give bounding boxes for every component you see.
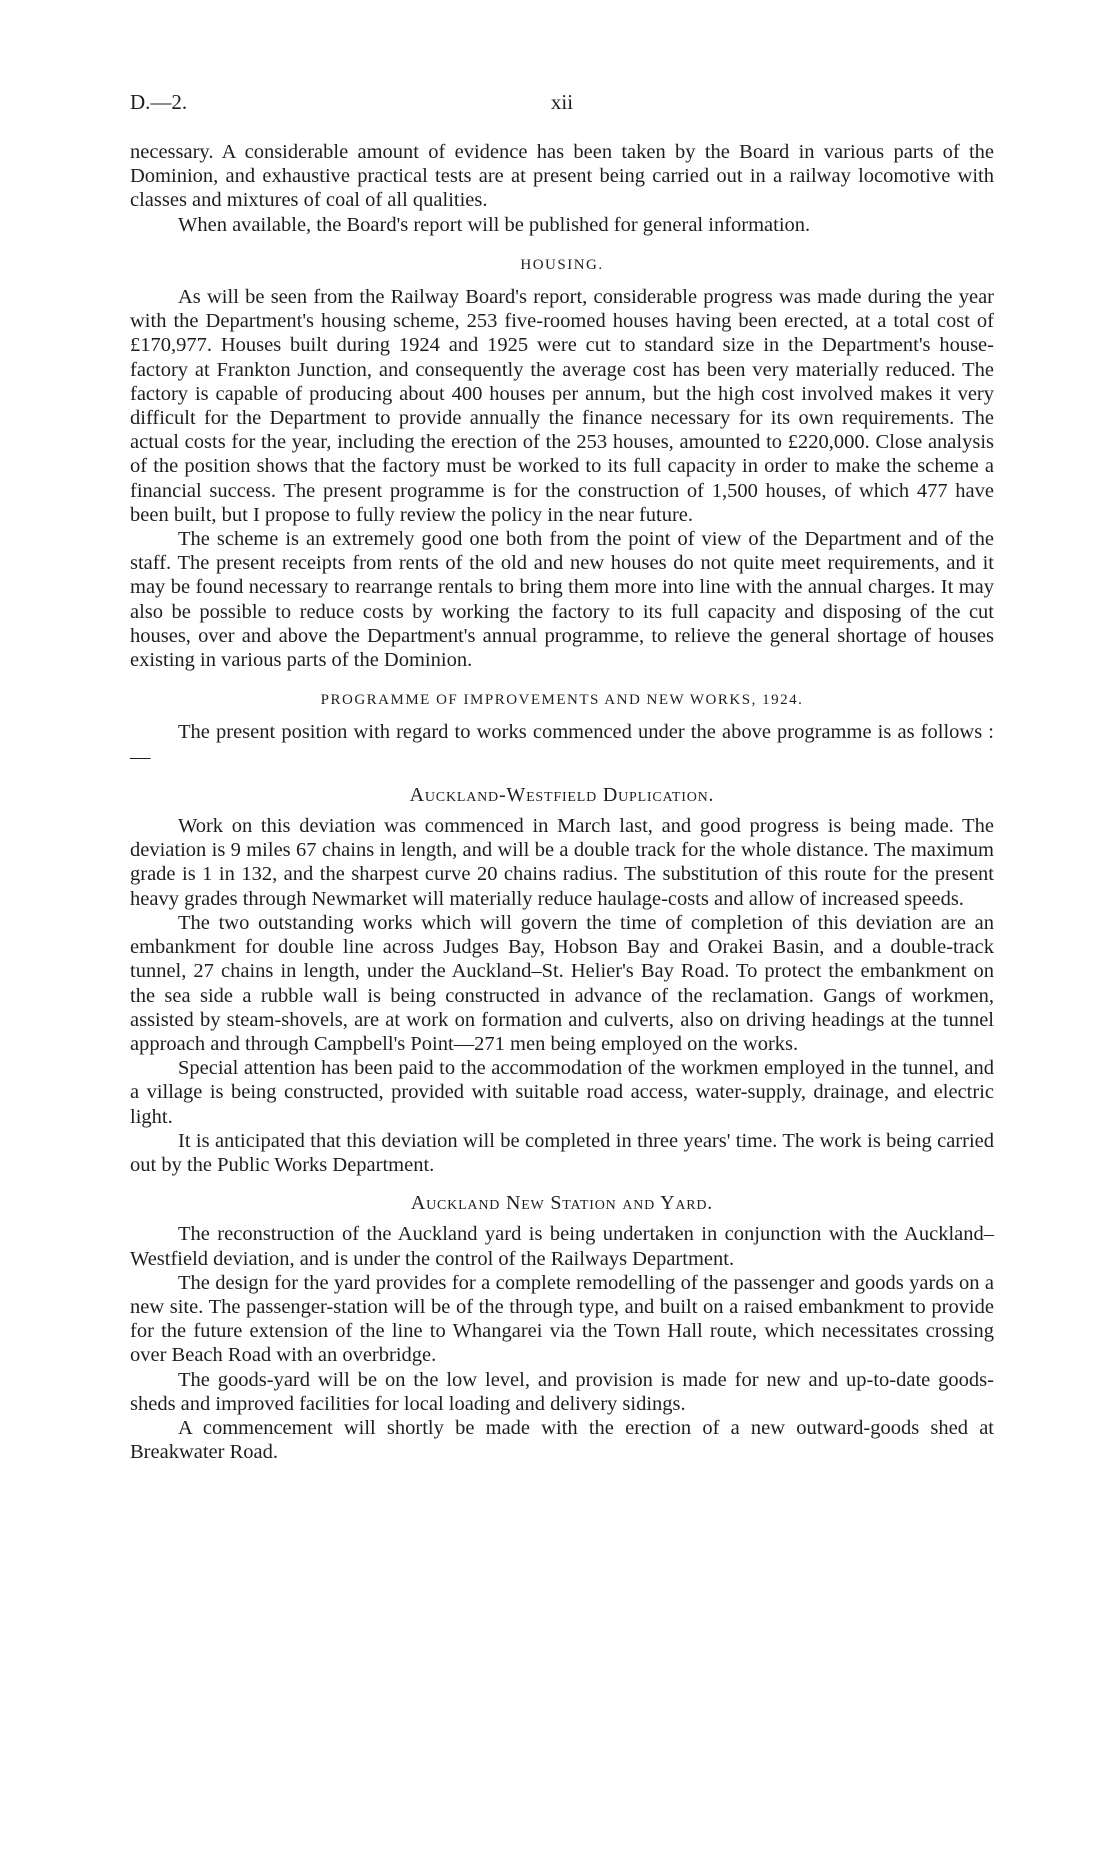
paragraph: The two outstanding works which will govern the time of completion of this deviation are an embankment for double line across Judges Bay, Hobson Bay and Orakei Basin, and a double-track tunnel, 27 chains in length, under the Auckland–St. Helier's Bay Road. To protect the embankment on the sea side a rubble wall is being constructed in advance of the reclamation. Gangs of workmen, assisted by steam-shovels, are at work on formation and culverts, also on driving headings at the tunnel approach and through Campbell's Point—271 men being employed on the works. (130, 911, 994, 1055)
continued-paragraph: necessary. A considerable amount of evidence has been taken by the Board in various parts of the Dominion, and exhaustive practical tests are at present being carried out in a railway locomotive with classes and mixtures of coal of all qualities. (130, 141, 994, 212)
paragraph: As will be seen from the Railway Board's report, considerable progress was made during the year with the Department's housing scheme, 253 five-roomed houses having been erected, at a total cost of £170,977. Houses built during 1924 and 1925 were cut to standard size in the Department's house-factory at Frankton Junction, and consequently the average cost has been very materially reduced. The factory is capable of producing about 400 houses per annum, but the high cost involved makes it very difficult for the Department to provide annually the finance necessary for its own requirements. The actual costs for the year, including the erection of the 253 houses, amounted to £220,000. Close analysis of the position shows that the factory must be worked to its full capacity in order to make the scheme a financial success. The present programme is for the construction of 1,500 houses, of which 477 have been built, but I propose to fully review the policy in the near future. (130, 286, 994, 526)
section-heading-housing: HOUSING. (520, 256, 604, 273)
paragraph: A commencement will shortly be made with the erection of a new outward-goods shed at Breakwater Road. (130, 1416, 994, 1464)
subsection-heading-auckland-westfield: Auckland-Westfield Duplication. (409, 783, 715, 806)
paragraph: When available, the Board's report will be published for general information. (178, 213, 811, 236)
section-heading-programme: PROGRAMME OF IMPROVEMENTS AND NEW WORKS, 1924. (320, 692, 804, 709)
paragraph: The goods-yard will be on the low level, and provision is made for new and up-to-date goods-sheds and improved facilities for local loading and delivery sidings. (130, 1368, 994, 1415)
body-text (130, 140, 994, 1464)
paragraph: The reconstruction of the Auckland yard is being undertaken in conjunction with the Auckland–Westfield deviation, and is under the control of the Railways Department. (130, 1223, 994, 1270)
document-reference: D.—2. (130, 90, 188, 114)
paragraph: Special attention has been paid to the accommodation of the workmen employed in the tunnel, and a village is being constructed, provided with suitable road access, water-supply, drainage, and electric light. (130, 1057, 994, 1128)
page-number: xii (550, 90, 574, 114)
paragraph: The scheme is an extremely good one both from the point of view of the Department and of the staff. The present receipts from rents of the old and new houses do not quite meet requirements, and it may be found necessary to rearrange rentals to bring them more into line with the annual charges. It may also be possible to reduce costs by working the factory to its full capacity and disposing of the cut houses, over and above the Department's annual programme, to relieve the general shortage of houses existing in various parts of the Dominion. (130, 528, 994, 672)
running-head (130, 90, 994, 120)
subsection-heading-auckland-station: Auckland New Station and Yard. (410, 1192, 714, 1215)
paragraph: The present position with regard to works commenced under the above programme is as follows :— (130, 721, 994, 768)
paragraph: The design for the yard provides for a complete remodelling of the passenger and goods yards on a new site. The passenger-station will be of the through type, and built on a raised embankment to provide for the future extension of the line to Whangarei via the Town Hall route, which necessitates crossing over Beach Road with an overbridge. (130, 1271, 994, 1367)
paragraph: It is anticipated that this deviation will be completed in three years' time. The work is being carried out by the Public Works Department. (130, 1129, 994, 1176)
paragraph: Work on this deviation was commenced in March last, and good progress is being made. The deviation is 9 miles 67 chains in length, and will be a double track for the whole distance. The maximum grade is 1 in 132, and the sharpest curve 20 chains radius. The substitution of this route for the present heavy grades through Newmarket will materially reduce haulage-costs and allow of increased speeds. (130, 815, 994, 910)
